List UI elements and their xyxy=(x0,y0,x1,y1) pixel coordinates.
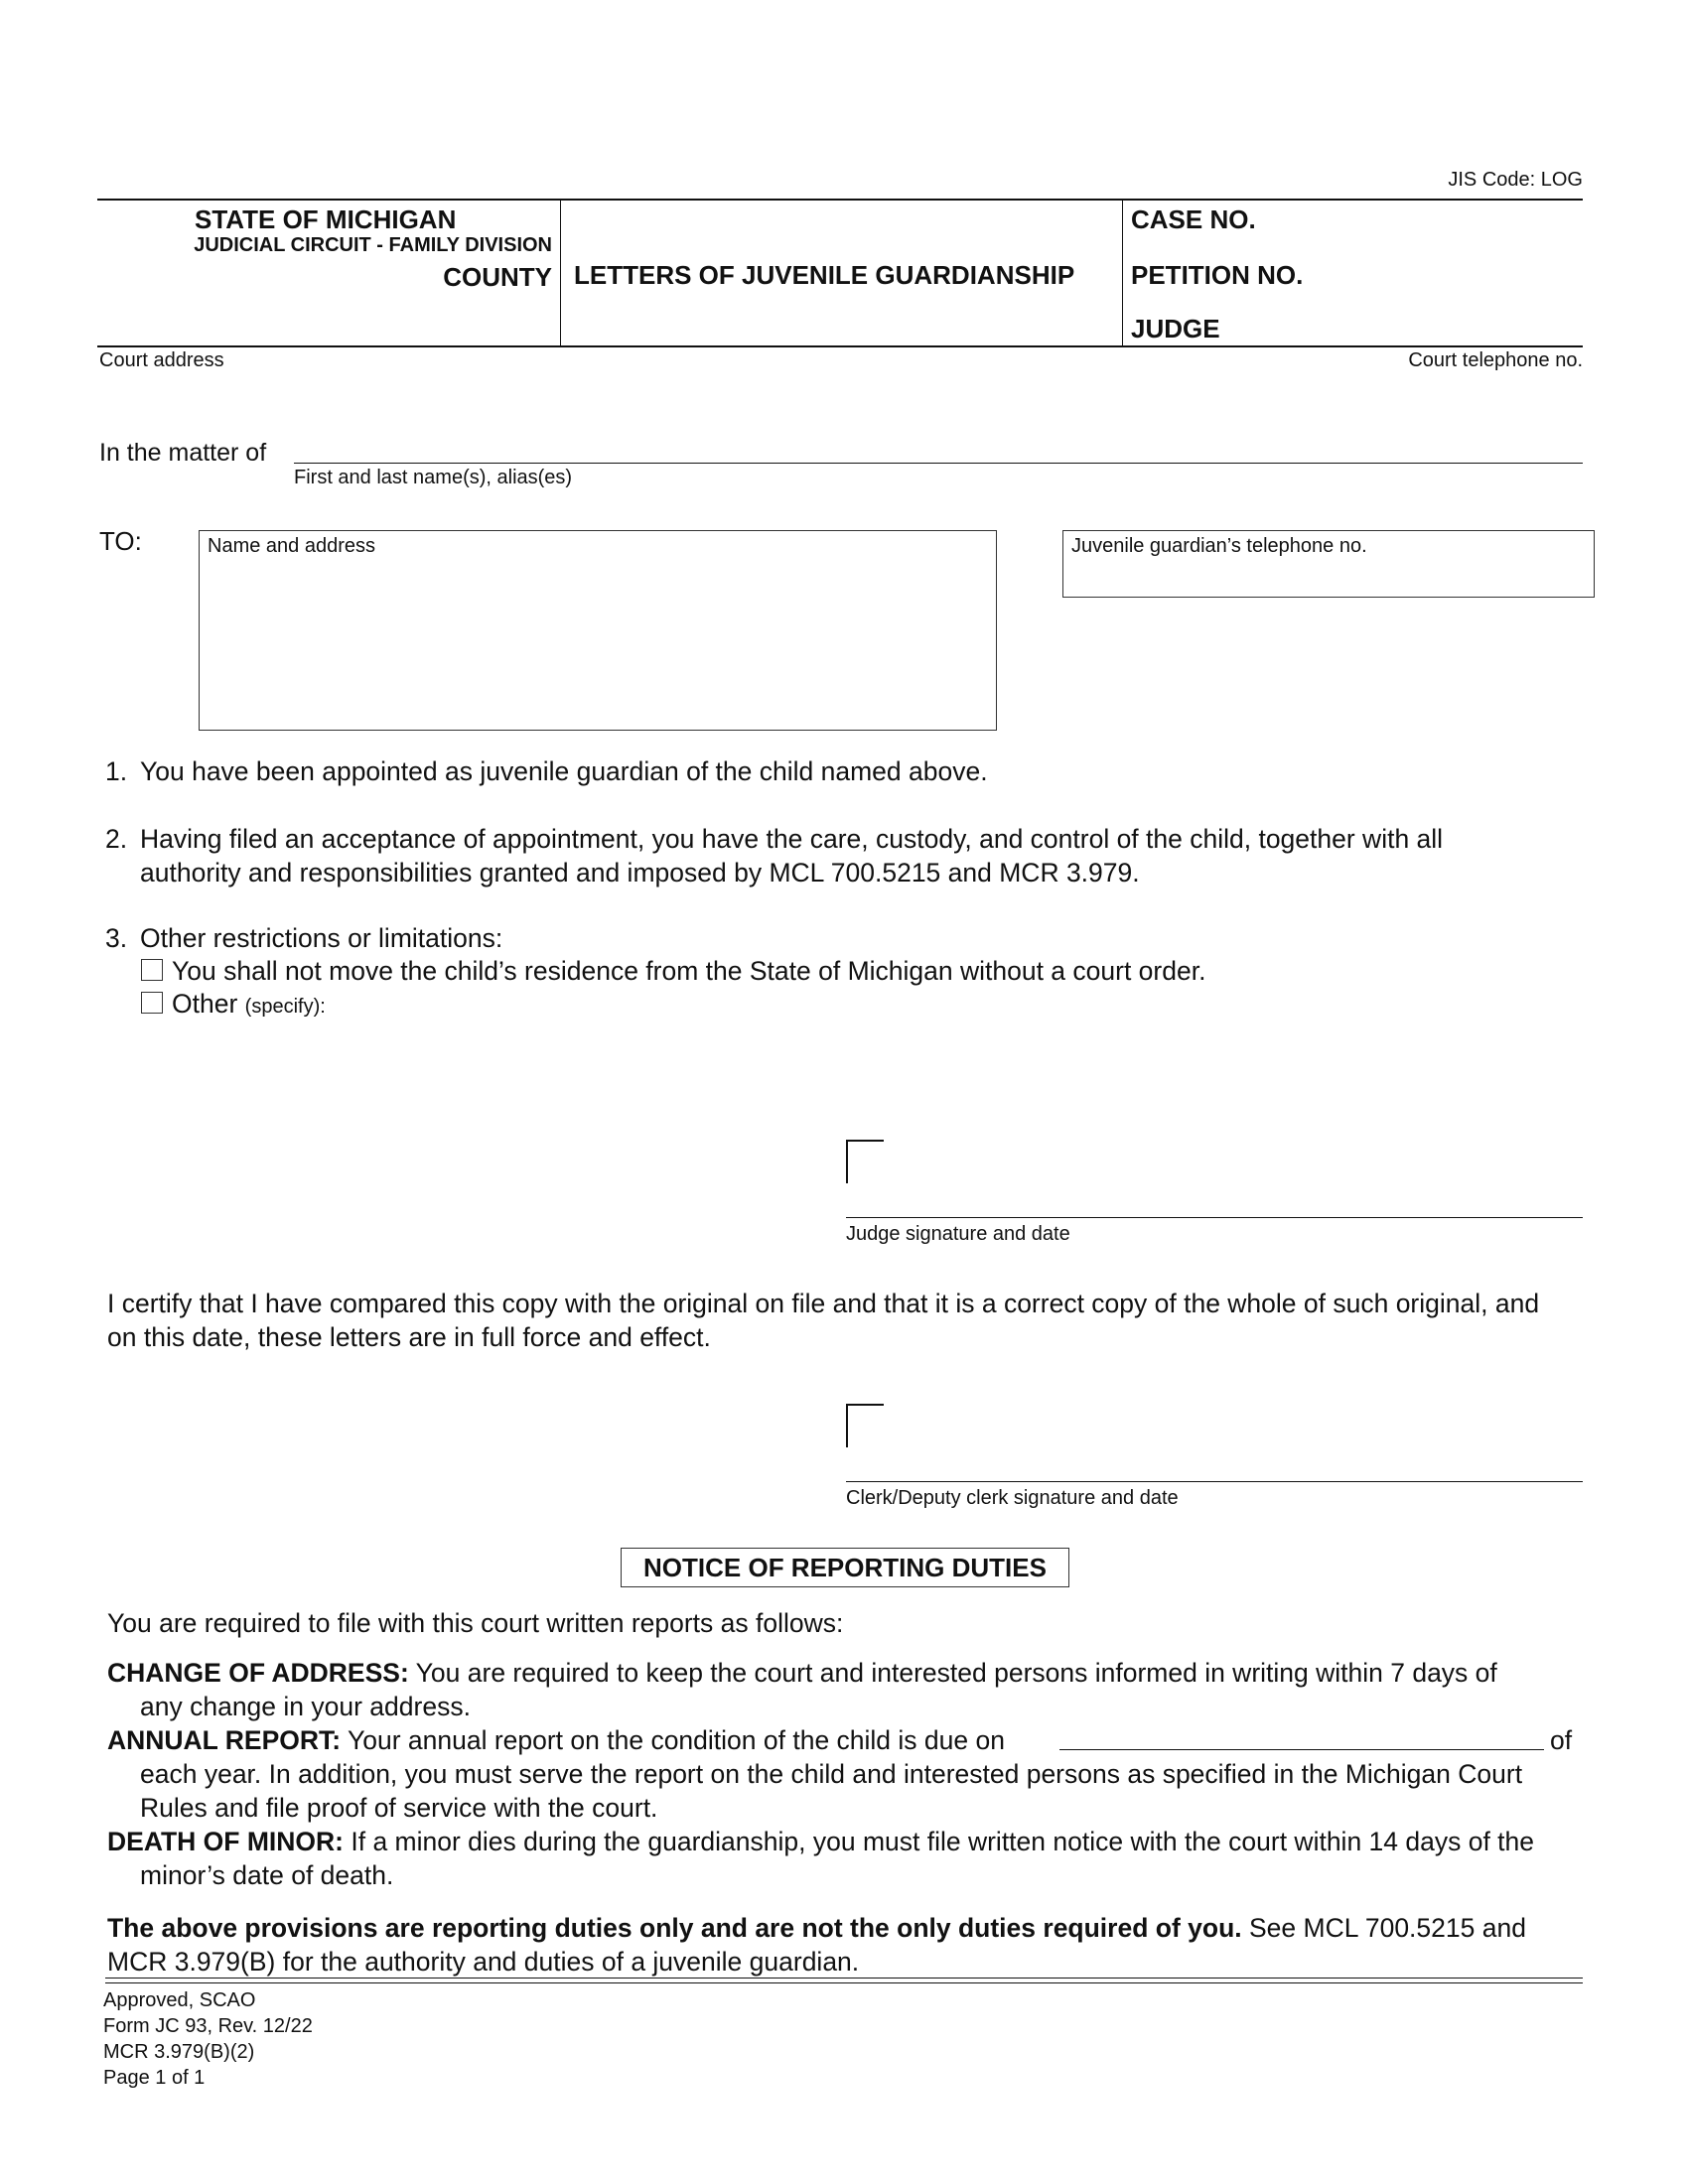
item-2-line-1: Having filed an acceptance of appointment, you have the care, custody, and control of the child, together with all xyxy=(140,824,1444,854)
certify-line-2: on this date, these letters are in full force and effect. xyxy=(107,1322,711,1352)
annual-report-of: of xyxy=(1550,1725,1573,1755)
death-of-minor-text: If a minor dies during the guardianship, you must file written notice with the court within 14 days of the xyxy=(351,1827,1535,1856)
residence-checkbox[interactable] xyxy=(141,959,163,981)
clerk-signature-label: Clerk/Deputy clerk signature and date xyxy=(846,1487,1179,1509)
change-of-address-text: You are required to keep the court and interested persons informed in writing within 7 days of xyxy=(415,1658,1497,1688)
court-telephone-label[interactable]: Court telephone no. xyxy=(1408,349,1583,371)
other-option xyxy=(172,987,326,1024)
matter-label: In the matter of xyxy=(99,439,267,467)
annual-report-label: ANNUAL REPORT: xyxy=(107,1725,342,1755)
form-title: LETTERS OF JUVENILE GUARDIANSHIP xyxy=(574,260,1075,290)
annual-report-date-field[interactable] xyxy=(1059,1749,1544,1750)
notice-title: NOTICE OF REPORTING DUTIES xyxy=(621,1548,1069,1587)
name-address-label: Name and address xyxy=(208,535,375,557)
judge-signature-mark xyxy=(846,1140,884,1183)
case-no-label[interactable]: CASE NO. xyxy=(1131,205,1256,234)
header-divider-left xyxy=(560,199,561,345)
judge-signature-field[interactable] xyxy=(846,1217,1583,1218)
death-of-minor-line-2: minor’s date of death. xyxy=(140,1860,394,1890)
item-1-number: 1. xyxy=(105,756,128,786)
annual-report-text: Your annual report on the condition of the child is due on xyxy=(347,1725,1005,1755)
judicial-circuit: JUDICIAL CIRCUIT - FAMILY DIVISION xyxy=(194,234,552,256)
header-top-rule xyxy=(97,199,1583,201)
footer-form-number: Form JC 93, Rev. 12/22 xyxy=(103,2015,313,2037)
residence-option-text: You shall not move the child’s residence from the State of Michigan without a court order. xyxy=(172,956,1206,986)
item-2-number: 2. xyxy=(105,824,128,854)
header-divider-right xyxy=(1122,199,1123,345)
to-label: TO: xyxy=(99,526,142,556)
state-name: STATE OF MICHIGAN xyxy=(195,205,457,234)
footer-page-number: Page 1 of 1 xyxy=(103,2067,206,2089)
jis-code: JIS Code: LOG xyxy=(1448,169,1583,191)
annual-report-line-3: Rules and file proof of service with the court. xyxy=(140,1793,658,1823)
footer-rule-citation: MCR 3.979(B)(2) xyxy=(103,2041,255,2063)
annual-report-line-1 xyxy=(107,1723,1005,1757)
footer-rule-bottom xyxy=(105,1982,1583,1983)
item-3-number: 3. xyxy=(105,923,128,953)
clerk-signature-field[interactable] xyxy=(846,1481,1583,1482)
closing-bold-text: The above provisions are reporting duties only and are not the only duties required of you. xyxy=(107,1913,1242,1943)
closing-line-2: MCR 3.979(B) for the authority and duties of a juvenile guardian. xyxy=(107,1947,860,1977)
petition-no-label[interactable]: PETITION NO. xyxy=(1131,260,1304,290)
judge-signature-label: Judge signature and date xyxy=(846,1223,1070,1245)
certify-line-1: I certify that I have compared this copy with the original on file and that it is a correct copy of the whole of such original, and xyxy=(107,1289,1540,1318)
item-2-line-2: authority and responsibilities granted and imposed by MCL 700.5215 and MCR 3.979. xyxy=(140,858,1140,887)
death-of-minor-line-1 xyxy=(107,1825,1534,1858)
change-of-address-label: CHANGE OF ADDRESS: xyxy=(107,1658,409,1688)
footer-rule-top xyxy=(105,1978,1583,1979)
guardian-phone-box[interactable] xyxy=(1062,530,1595,598)
other-option-label: Other xyxy=(172,989,238,1019)
footer-approved: Approved, SCAO xyxy=(103,1989,256,2011)
item-1-text: You have been appointed as juvenile guardian of the child named above. xyxy=(140,756,988,786)
name-address-box[interactable] xyxy=(199,530,997,731)
matter-name-sublabel: First and last name(s), alias(es) xyxy=(294,467,573,488)
annual-report-line-2: each year. In addition, you must serve the report on the child and interested persons as specified in the Michigan Court xyxy=(140,1759,1523,1789)
item-3-text: Other restrictions or limitations: xyxy=(140,923,503,953)
county-label: COUNTY xyxy=(443,262,552,292)
other-checkbox[interactable] xyxy=(141,992,163,1014)
matter-name-field[interactable] xyxy=(294,463,1583,464)
closing-line-1 xyxy=(107,1911,1526,1945)
closing-text: See MCL 700.5215 and xyxy=(1249,1913,1526,1943)
clerk-signature-mark xyxy=(846,1404,884,1447)
notice-intro: You are required to file with this court written reports as follows: xyxy=(107,1608,844,1638)
court-address-label[interactable]: Court address xyxy=(99,349,224,371)
other-specify-label: (specify): xyxy=(244,996,326,1018)
change-of-address-line-1 xyxy=(107,1656,1497,1690)
death-of-minor-label: DEATH OF MINOR: xyxy=(107,1827,344,1856)
change-of-address-line-2: any change in your address. xyxy=(140,1692,471,1721)
guardian-phone-label: Juvenile guardian’s telephone no. xyxy=(1071,535,1367,557)
judge-label[interactable]: JUDGE xyxy=(1131,314,1220,343)
header-bottom-rule xyxy=(97,345,1583,347)
